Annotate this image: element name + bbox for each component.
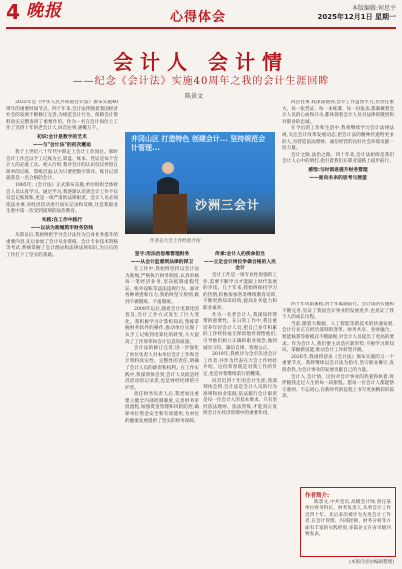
article-title: 会计人 会计情 <box>113 50 289 74</box>
col5-paras <box>282 100 394 166</box>
paragraph: 2026年,我国将迎来《会计法》颁布实施的又一个重要节点。我将继续以会计法为指引,坚守职业操守,发挥余热,为会计事业的发展贡献自己的力量。 <box>282 354 394 373</box>
paragraph: 2000年以后,随着会计电算化的普及,会计工作方式发生了巨大变化。我积极学习计算机知识,熟练掌握财务软件的操作,推动单位实现了从手工记账到电算化的转变,大大提高了工作效率和会计信息的质量。 <box>125 306 199 345</box>
paragraph: 回首往事,我深深感到,会计工作虽然平凡,但责任重大。每一张凭证、每一本账簿、每一份报表,都凝聚着会计人员的心血和汗水,都体现着会计人员对法律的敬畏和对职业的忠诚。 <box>282 100 394 125</box>
header-rule <box>6 27 396 29</box>
editor-credit: 本版编辑:何思平 <box>351 5 396 12</box>
paragraph: 2025年是《中华人民共和国会计法》颁布实施40周年的重要时间节点。四十年来,会计法伴随着我国经济社会的发展不断修订完善,为规范会计行为、保障会计资料真实完整发挥了重要作用。作为一名在会计岗位上工作了近四十年的老会计人,回首往事,感慨万千。 <box>6 100 118 132</box>
page-number: 4 <box>6 0 20 24</box>
issue-date: 2025年12月1日 星期一 <box>317 13 396 21</box>
article-column-1 <box>6 100 118 560</box>
paragraph: 担任财务负责人后,我更加注重建立健全内部控制制度,完善财务审批流程,加强资金管理和风险防控,确保单位资金安全和有效使用,为单位的健康发展提供了坚实的财务保障。 <box>125 392 199 424</box>
col4-heading-sub: ——面向未来的思考与展望 <box>309 175 367 181</box>
paragraph: 回首近四十年的会计生涯,我深刻体会到,会计法是会计人员的行为准则和执业依据,依法履行会计职责是每一位会计人的基本要求。只有坚持依法理财、依法管账,才能真正发挥会计在经济管理中的重要作用。 <box>203 378 277 417</box>
article-column-4 <box>282 100 394 300</box>
col2-heading: 坚守:用法治思维管理财务 <box>134 252 190 257</box>
paragraph: 作为一名老会计人,我深知传帮带的重要性。在日常工作中,我注重培养年轻会计人员,把自己多年积累的工作经验毫无保留地传授给他们,引导他们树立正确的职业观念,做到诚实守信、廉洁自律、客观公正。 <box>203 312 277 351</box>
event-photo <box>125 132 275 234</box>
photo-wall-text: 沙洲三会计 <box>195 198 261 212</box>
article-column-5 <box>282 302 394 484</box>
paper-name: 晚报 <box>26 1 62 21</box>
author-bio-box <box>300 487 396 557</box>
paragraph: 在工作中,我始终坚持以会计法为准绳,严格执行财务制度,认真审核每一笔经济业务,坚决抵制虚假凭证、账外设账等违法违规行为。面对各种诱惑和压力,我始终坚守原则,做到不做假账、不报假账。 <box>125 267 199 305</box>
page-footer-note: (本版内容由编辑整理) <box>349 560 394 565</box>
paragraph: 我于上世纪八十年代中期走上会计工作岗位。那时会计工作还以手工记账为主,算盘、账本、凭证是每个会计人的必备工具。初入行时,我对会计的认识仅仅停留在简单的记账、算账层面,认为只要把数字算对、账目记清就算是一名合格的会计。 <box>6 149 118 182</box>
photo-banner-text: 井冈山区 打造特色 创建会计... 坚持规范会计管理... <box>131 135 266 152</box>
section-title: 心得体会 <box>170 10 227 25</box>
col2-paras <box>125 267 199 425</box>
col4-paras <box>282 302 394 401</box>
author-bio-heading: 作者简介: <box>305 493 330 499</box>
col1-paras-a <box>6 100 118 259</box>
paragraph: 四十年风雨兼程,四十年砥砺前行。会计法的实施和不断完善,见证了我国会计事业的发展进步,也见证了我个人的成长历程。 <box>282 302 394 321</box>
paragraph: 会计之路,法治之路。四十年来,会计法始终是我们会计人心中的明灯,指引着我们在职业道路上稳步前行。 <box>282 152 394 165</box>
paragraph: 1985年,《会计法》正式颁布实施,单位组织全体财会人员认真学习。通过学习,我逐渐认识到会计工作不仅仅是记账算账,更是一项严肃的法律职责。会计人员必须依法办事,对经济活动进行如实记录和反映,这是我职业生涯中第一次受到深刻的法治教育。 <box>6 182 118 215</box>
section-heading: 初识:会计是数字的艺术 <box>37 134 87 140</box>
podium <box>153 194 187 234</box>
col3-heading-sub: ——立足会计岗位争做合格的人民会计 <box>204 260 276 271</box>
article-byline: 陈景文 <box>185 93 204 100</box>
article-subtitle: ——纪念《会计法》实施40周年之我的会计生涯回眸 <box>72 76 330 87</box>
paragraph: 会计工作是一项专业性很强的工作,需要不断学习才能跟上时代发展的步伐。几十年来,我始终保持学习的热情,积极参加各类继续教育培训,不断更新知识结构,提高业务能力和职业素养。 <box>203 273 277 311</box>
col2-heading-sub: ——从会计监督到法律的捍卫 <box>130 260 194 265</box>
paragraph: 从那以后,我始终把学习会计法作为自身业务提升的重要内容,先后参加了会计从业资格、会计专业技术资格等考试,系统掌握了会计理论和法律法规知识,为日后的工作打下了坚实的基础。 <box>6 232 118 258</box>
section-heading: 实践:在工作中践行 <box>41 217 83 223</box>
paragraph: 2019年,我被评为全市先进会计工作者,并作为代表在大会上作经验介绍。这份荣誉既是对我工作的肯定,也是对我继续前行的鞭策。 <box>203 352 277 377</box>
page-header <box>0 0 402 28</box>
section-heading: ——以法为准绳筑牢财务防线 <box>30 225 94 231</box>
col3-heading: 传承:会计人的使命担当 <box>215 252 265 257</box>
col3-paras <box>203 273 277 418</box>
col4-heading: 感悟:与时俱进提升财务管理 <box>308 167 368 173</box>
photo-caption: 作者在大会上作经验介绍 <box>150 239 201 244</box>
paragraph: 会计法的修订完善,进一步强化了单位负责人对本单位会计工作和会计资料真实性、完整性的责任,明确了会计人员的职责和权利。在工作实践中,我深刻体会到,会计人员既是经济活动的记录者,也是财经纪律的守护者。 <box>125 346 199 391</box>
article-column-3 <box>203 250 277 560</box>
paragraph: 会计人,会计情。这份对会计事业的热爱和执着,将伴随我走过人生的每一段旅程。愿每一位会计人都能恪守准则、不忘初心,在新时代的征程上书写更加精彩的篇章。 <box>282 374 394 400</box>
article-column-2 <box>125 250 199 560</box>
section-heading: ——与"会计法"的初次邂逅 <box>33 142 91 148</box>
paragraph: 在今后的工作和生活中,我将继续学习会计法律法规,关注会计改革发展动态,把会计法的精神传递给更多的人,为营造依法理财、诚信经营的良好社会环境贡献一份力量。 <box>282 126 394 152</box>
author-bio-text: 陈景文,中共党员,高级会计师,曾任某单位财务科长、财务负责人,从事会计工作近四十年。先后多次被评为先进会计工作者,在会计管理、内部控制、财务分析等方面有丰富的实践经验,多篇论文在省市级刊物发表。 <box>305 500 391 538</box>
paragraph: 当前,随着大数据、人工智能等新技术的快速发展,会计行业正在经历深刻的变革。财务共享、业财融合、智能核算等新模式不断涌现,对会计人员提出了更高的要求。作为会计人,我们要主动适应新形势,不断学习新知识、掌握新技能,推动会计工作转型升级。 <box>282 321 394 354</box>
